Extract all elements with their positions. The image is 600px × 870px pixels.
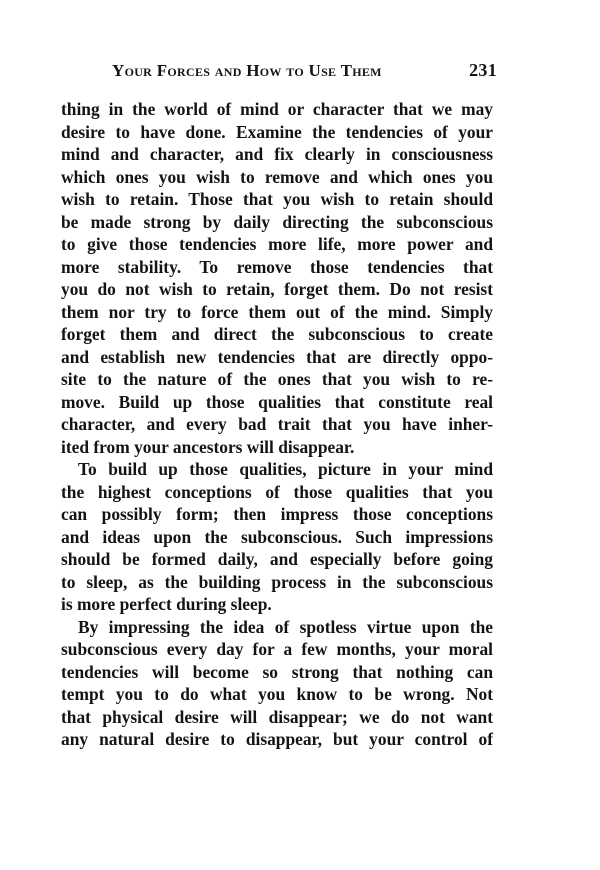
text-line: desire to have done. Examine the tendencies of your xyxy=(61,121,493,142)
text-line: thing in the world of mind or character that we may xyxy=(61,99,493,119)
paragraph-2 xyxy=(61,458,493,616)
text-line: to sleep, as the building process in the subconscious xyxy=(61,571,493,592)
text-line: the highest conceptions of those qualities that you xyxy=(61,481,493,502)
text-line: you do not wish to retain, forget them. Do not resist xyxy=(61,279,493,299)
body-text xyxy=(61,98,493,751)
text-line: more stability. To remove those tendencies that xyxy=(61,256,493,277)
page-number: 231 xyxy=(469,60,497,80)
text-line: any natural desire to disappear, but your control of xyxy=(61,729,493,749)
text-line: To build up those qualities, picture in your mind xyxy=(78,459,493,479)
text-line: mind and character, and fix clearly in consciousness xyxy=(61,144,493,164)
text-line: that physical desire will disappear; we do not want xyxy=(61,706,493,727)
text-line: character, and every bad trait that you have inher- xyxy=(61,414,493,434)
paragraph-3 xyxy=(61,616,493,751)
paragraph-1 xyxy=(61,98,493,458)
text-line: and ideas upon the subconscious. Such impressions xyxy=(61,526,493,547)
text-line: tempt you to do what you know to be wrong. Not xyxy=(61,684,493,704)
text-line: them nor try to force them out of the mind. Simply xyxy=(61,301,493,322)
text-line: to give those tendencies more life, more power and xyxy=(61,234,493,254)
text-line: move. Build up those qualities that constitute real xyxy=(61,391,493,412)
text-line: By impressing the idea of spotless virtue upon the xyxy=(78,616,493,637)
text-line: can possibly form; then impress those conceptions xyxy=(61,504,493,524)
text-line: which ones you wish to remove and which ones you xyxy=(61,166,493,187)
text-line: ited from your ancestors will disappear. xyxy=(61,436,355,457)
text-line: site to the nature of the ones that you wish to re- xyxy=(61,369,493,389)
text-line: subconscious every day for a few months, your moral xyxy=(61,639,493,659)
running-head-title: Your Forces and How to Use Them xyxy=(112,61,382,80)
text-line: forget them and direct the subconscious to create xyxy=(61,324,493,344)
text-line: and establish new tendencies that are directly oppo- xyxy=(61,346,493,367)
text-line: is more perfect during sleep. xyxy=(61,594,272,614)
text-line: wish to retain. Those that you wish to retain should xyxy=(61,189,493,209)
text-line: tendencies will become so strong that nothing can xyxy=(61,661,493,682)
text-line: should be formed daily, and especially before going xyxy=(61,549,493,569)
text-line: be made strong by daily directing the subconscious xyxy=(61,211,493,232)
running-head xyxy=(112,60,497,84)
